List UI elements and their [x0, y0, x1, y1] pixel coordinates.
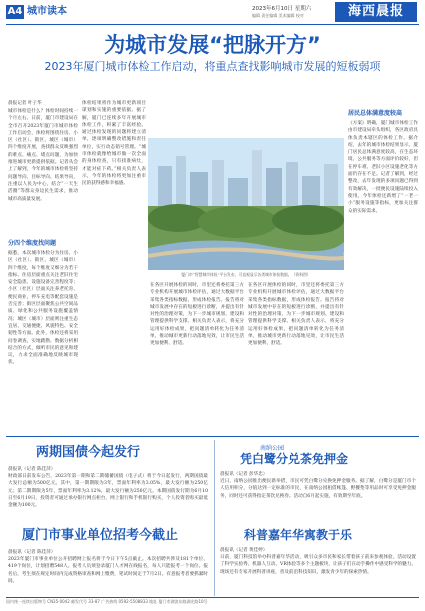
page-number: A4 — [7, 6, 23, 17]
story-tag: 南纳公园 — [260, 445, 285, 452]
section-title: 城市读本 — [27, 6, 67, 17]
main-byline: 晨报记者 叶子华 — [8, 101, 42, 106]
main-text-col5: 在各区开展体检的同时，市里还将委托第三方专业机构开展城市体检评估，通过大数据平台采集各类指标数据，形成体检报告。报告将对城市发展中存在的短板进行诊断，并提出有针对性的治理对策，为下一步城市规划、建设和管理提供科学支撑。相关负责人表示，将充分运用好体检成果，把问题清单转化为任务清单，推动城市更新行动落地见效，让市民生活更加便利、舒适。 — [248, 283, 344, 347]
photo-caption: 厦门市“智慧城市体检”平台发布，可直观显示各类城市体检数据。（资料图） — [181, 272, 311, 277]
main-headline: 为城市发展“把脉开方” — [104, 33, 321, 57]
bonds-headline: 两期国债今起发行 — [36, 445, 141, 460]
city-skyline-image — [148, 138, 344, 270]
section-subtitle-2: 居民总体满意度较高 — [348, 110, 403, 117]
section-rule — [6, 436, 419, 437]
footer-info: 国内统一连续出版物号 CN35-0042 邮发代号 33-87 广告热线 0592-5508833 地址 厦门市湖滨东路湖光路10号 — [6, 599, 208, 604]
main-text-col1: 据悉，本次城市体检分为住房、小区（社区）、街区、城区（城市）四个维度，每个维度又细分为若干指标。住房层面重点关注老旧住宅安全隐患、设施设备完善程度等；小区（社区）层面关注养老托育、便民商业、停车充电等配套设施是否完善；街区层面聚焦公共空间品质、绿化和公共服务设施覆盖情况；城区（城市）层面则注重生态宜居、交通便捷、风貌特色、安全韧性等方面。此外，体检还将采用问卷调查、实地踏勘、数据分析相结合的方式，倾听市民的意见和建议，力求全面准确地反映城市现状。 — [8, 251, 78, 366]
recruit-text: 2023年厦门市事业单位公开招聘网上报名将于今日下午5点截止。本次招聘共涉及181个单位、419个岗位，计划招聘548人。报考人员须登录厦门人才网在线报名，每人只能报考一个岗位。报名后，考生须在规定时间内完成资格审查和网上缴费，笔试时间定于7月2日。有意报考者要抓紧时间。 — [8, 557, 208, 584]
footer-rule — [6, 597, 419, 598]
main-intro: 城市体检是什么？体检时间持续一个月左右。日前，厦门市建设局在全市召开2023年厦门市城市体检工作启动会，体检将围绕住房、小区（社区）、街区、城区（城市）四个维度开展，查找群众反映强烈的难点、痛点、堵点问题，为加快推进城市更新提供依据。记者从会上了解到，今年的城市体检将坚持问题导向、目标导向、结果导向，注重以人民为中心，结合“一天生活圈”等群众身边民生需求，推动城市高质量发展。 — [8, 109, 78, 202]
main-text-col2: 体检结果将作为城市更新项目谋划和实施的重要依据。据了解，厦门已连续多年开展城市体检工作，积累了丰富经验。通过体检发现的问题将建立清单，逐项明确整改措施和责任单位，实行动态销号管理。“城市体检就像给城市做一次全面的身体检查，只有找准病灶，才能对症下药。”相关负责人表示，今年的体检将更加注重市民的获得感和幸福感。 — [82, 101, 146, 187]
issue-date: 2023年6月10日 星期六 — [252, 6, 312, 12]
main-subheadline: 2023年厦门城市体检工作启动，将重点查找影响城市发展的短板弱项 — [44, 60, 381, 73]
section-subtitle-1: 分四个维度找问题 — [8, 240, 57, 247]
main-text-col3: 在各区开展体检的同时，市里还将委托第三方专业机构开展城市体检评估，通过大数据平台采集各类指标数据，形成体检报告。报告将对城市发展中存在的短板进行诊断，并提出有针对性的治理对策，为下一步城市规划、建设和管理提供科学支撑。相关负责人表示，将充分运用好体检成果，把问题清单转化为任务清单，推动城市更新行动落地见效，让市民生活更加便利、舒适。 — [150, 283, 244, 347]
science-text: 日前，厦门科技馆举办科普嘉年华活动，吸引众多市民和家长带着孩子前来参观体验。活动设置了科学实验秀、机器人互动、VR体验等多个主题板块，让孩子们在动手操作中感受科学的魅力。现场还有专家开展科普讲座，普及前沿科技知识，激发青少年的探索热情。 — [220, 555, 416, 575]
header-rule — [6, 24, 419, 25]
science-byline: 晨报讯（记者 黄佳婷） — [220, 548, 268, 553]
tea-text: 近日，南纳公园推出便民新举措，市民可凭白鹭分兑换免押金服务。据了解，白鹭分是厦门市个人信用积分，分值达到一定标准的市民，在南纳公园租借帐篷、野餐垫等用品时可享受免押金服务，同时还可获得指定茶饮兑换券。活动自6月起实施，有效期至年底。 — [220, 479, 416, 499]
bonds-byline: 晨报讯（记者 陈佳萍） — [8, 467, 56, 472]
science-headline: 科普嘉年华寓教于乐 — [244, 528, 353, 542]
recruit-headline: 厦门市事业单位招考今截止 — [22, 528, 179, 543]
column-divider — [214, 440, 215, 596]
city-photo — [148, 138, 344, 270]
editor-credits: 编辑 责任编辑 美术编辑 校对 — [252, 13, 304, 18]
bonds-text: 财政部日前发布公告，2023年第一期和第二期储蓄国债（电子式）将于今日起发行，两期国债最大发行总额为500亿元。其中，第一期期限为3年，票面年利率为3.05%，最大发行额为250亿元；第二期期限为5年，票面年利率为3.12%，最大发行额为250亿元。本期国债发行期为6月10日至6月19日，投资者可通过承办银行网点柜台、网上银行和手机银行购买，个人投资者购买最低金额为100元。 — [8, 474, 208, 509]
main-text-col4: 《方案》明确，厦门城市体检工作由市建设局牵头组织，各区政府具体负责本辖区的体检工作。据介绍，去年的城市体检结果显示，厦门居民总体满意度较高，在生态环境、公共服务等方面评价较好，但在停车难、老旧小区设施老化等方面仍存在不足。记者了解到，经过整改，去年发现的多项问题已得到有效解决，一批便民设施陆续投入使用。今年体检还新增了“一老一小”服务设施等指标，更加关注群众的实际需求。 — [348, 121, 418, 214]
recruit-byline: 晨报讯（记者 陈佳萍） — [8, 550, 56, 555]
tea-byline: 晨报讯（记者 彭华忠） — [220, 472, 268, 477]
tea-headline: 凭白鹭分兑茶免押金 — [240, 452, 349, 466]
newspaper-masthead: 海西晨报 — [335, 2, 417, 22]
